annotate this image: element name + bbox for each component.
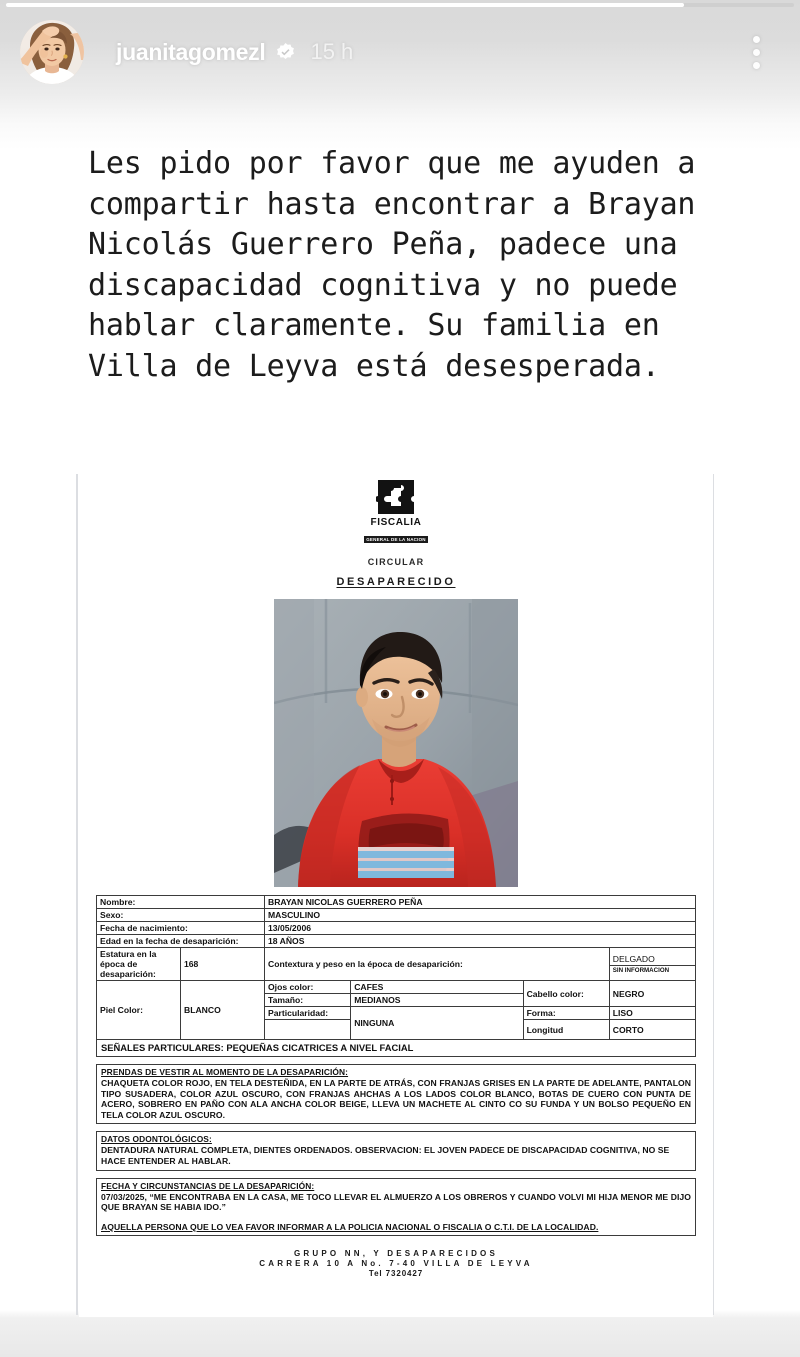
cabello-label: Cabello color: [523, 981, 609, 1007]
menu-dot [753, 62, 760, 69]
fecha-nacimiento-value: 13/05/2006 [265, 922, 696, 935]
table-row [97, 948, 696, 981]
contextura-cell [609, 948, 695, 981]
tamano-label: Tamaño: [265, 994, 351, 1007]
org-subtitle: GENERAL DE LA NACION [366, 537, 426, 542]
clothing-body: CHAQUETA COLOR ROJO, EN TELA DESTEÑIDA, EN LA PARTE DE ATRÁS, CON FRANJAS GRISES EN LA PARTE DE ADELANTE, PANTALON TIPO SUSADERA, COLOR AZUL OSCURO, CON FRANJAS AHCHAS A LOS LADOS COLOR BLANCO, BOTAS DE CUERO CON PUNTA DE ACERO, SOBRERO EN PAÑO CON ALA ANCHA COLOR BEIGE, LLEVA UN MACHETE AL CINTO CO SU FUNDA Y UN BOLSO PEQUEÑO EN TELA COLOR AZUL OSCURO. [101, 1078, 691, 1120]
ojos-value: CAFES [351, 981, 523, 994]
poster-document-body [96, 895, 696, 1278]
table-row [97, 896, 696, 909]
estatura-value: 168 [181, 948, 265, 981]
clothing-section [96, 1064, 696, 1124]
peso-value: SIN INFORMACION [612, 967, 670, 974]
circumstances-body: 07/03/2025, “ME ENCONTRABA EN LA CASA, ME TOCO LLEVAR EL ALMUERZO A LOS OBREROS Y CUANDO VOLVI MI HIJA MENOR ME DIJO QUE BRAYAN SE HABIA IDO.” [101, 1191, 691, 1213]
table-row [97, 909, 696, 922]
piel-value: BLANCO [181, 981, 265, 1040]
nombre-label: Nombre: [97, 896, 265, 909]
longitud-value: CORTO [609, 1020, 695, 1040]
edad-value: 18 AÑOS [265, 935, 696, 948]
sexo-value: MASCULINO [265, 909, 696, 922]
circumstances-appeal: AQUELLA PERSONA QUE LO VEA FAVOR INFORMAR A LA POLICIA NACIONAL O FISCALIA O C.T.I. DE LA LOCALIDAD. [101, 1221, 599, 1232]
dental-body: DENTADURA NATURAL COMPLETA, DIENTES ORDENADOS. OBSERVACION: EL JOVEN PADECE DE DISCAPACIDAD COGNITIVA, NO SE HACE ENTENDER AL HABLAR. [101, 1145, 670, 1166]
nombre-value: BRAYAN NICOLAS GUERRERO PEÑA [265, 896, 696, 909]
forma-label: Forma: [523, 1007, 609, 1020]
table-row [97, 922, 696, 935]
dental-heading: DATOS ODONTOLÓGICOS: [101, 1134, 212, 1145]
tamano-value: MEDIANOS [351, 994, 523, 1007]
sexo-label: Sexo: [97, 909, 265, 922]
story-progress-fill [6, 3, 684, 7]
story-progress-track[interactable] [6, 3, 794, 7]
menu-dot [753, 36, 760, 43]
doc-title: DESAPARECIDO [336, 576, 456, 588]
org-name: FISCALIA [370, 517, 422, 528]
estatura-label: Estatura en la época de desaparición: [97, 948, 181, 981]
username[interactable]: juanitagomezl [116, 38, 266, 65]
poster-left-edge [76, 474, 78, 1315]
story-caption: Les pido por favor que me ayuden a compartir hasta encontrar a Brayan Nicolás Guerrero Peña, padece una discapacidad cognitiva y no puede hablar claramente. Su familia en Villa de Leyva está desesperada. [88, 146, 696, 384]
missing-person-photo [274, 599, 518, 887]
table-row [97, 981, 696, 994]
forma-value: LISO [609, 1007, 695, 1020]
particularidad-value: NINGUNA [351, 1007, 523, 1040]
timestamp: 15 h [310, 39, 354, 64]
circumstances-section [96, 1178, 696, 1237]
poster-masthead [79, 472, 713, 588]
table-row [97, 935, 696, 948]
spacer-cell [265, 1020, 351, 1040]
footer-group-name: GRUPO NN, Y DESAPARECIDOS [293, 1249, 499, 1259]
story-header [20, 14, 786, 90]
fecha-nacimiento-label: Fecha de nacimiento: [97, 922, 265, 935]
menu-dot [753, 49, 760, 56]
ojos-label: Ojos color: [265, 981, 351, 994]
clothing-heading: PRENDAS DE VESTIR AL MOMENTO DE LA DESAPARICIÓN: [101, 1067, 349, 1077]
doc-type: CIRCULAR [367, 557, 425, 567]
longitud-label: Longitud [523, 1020, 609, 1040]
footer-phone: Tel 7320427 [368, 1269, 424, 1279]
identity-table [96, 895, 696, 1040]
fiscalia-logo-icon [376, 478, 416, 516]
contextura-value: DELGADO [610, 953, 695, 966]
more-options-icon[interactable] [743, 30, 770, 75]
dental-section [96, 1131, 696, 1170]
particularidad-label: Particularidad: [265, 1007, 351, 1020]
missing-person-poster-container [0, 472, 800, 1317]
cabello-value: NEGRO [609, 981, 695, 1007]
piel-label: Piel Color: [97, 981, 181, 1040]
distinguishing-marks: SEÑALES PARTICULARES: PEQUEÑAS CICATRICES A NIVEL FACIAL [96, 1040, 696, 1057]
edad-label: Edad en la fecha de desaparición: [97, 935, 265, 948]
verified-badge-icon [275, 42, 296, 63]
circumstances-heading: FECHA Y CIRCUNSTANCIAS DE LA DESAPARICIÓN: [101, 1180, 315, 1191]
missing-person-poster[interactable] [79, 472, 713, 1317]
contextura-label: Contextura y peso en la época de desaparición: [265, 948, 610, 981]
poster-footer [96, 1249, 696, 1278]
footer-address: CARRERA 10 A No. 7-40 VILLA DE LEYVA [259, 1259, 533, 1269]
avatar[interactable] [20, 20, 84, 84]
